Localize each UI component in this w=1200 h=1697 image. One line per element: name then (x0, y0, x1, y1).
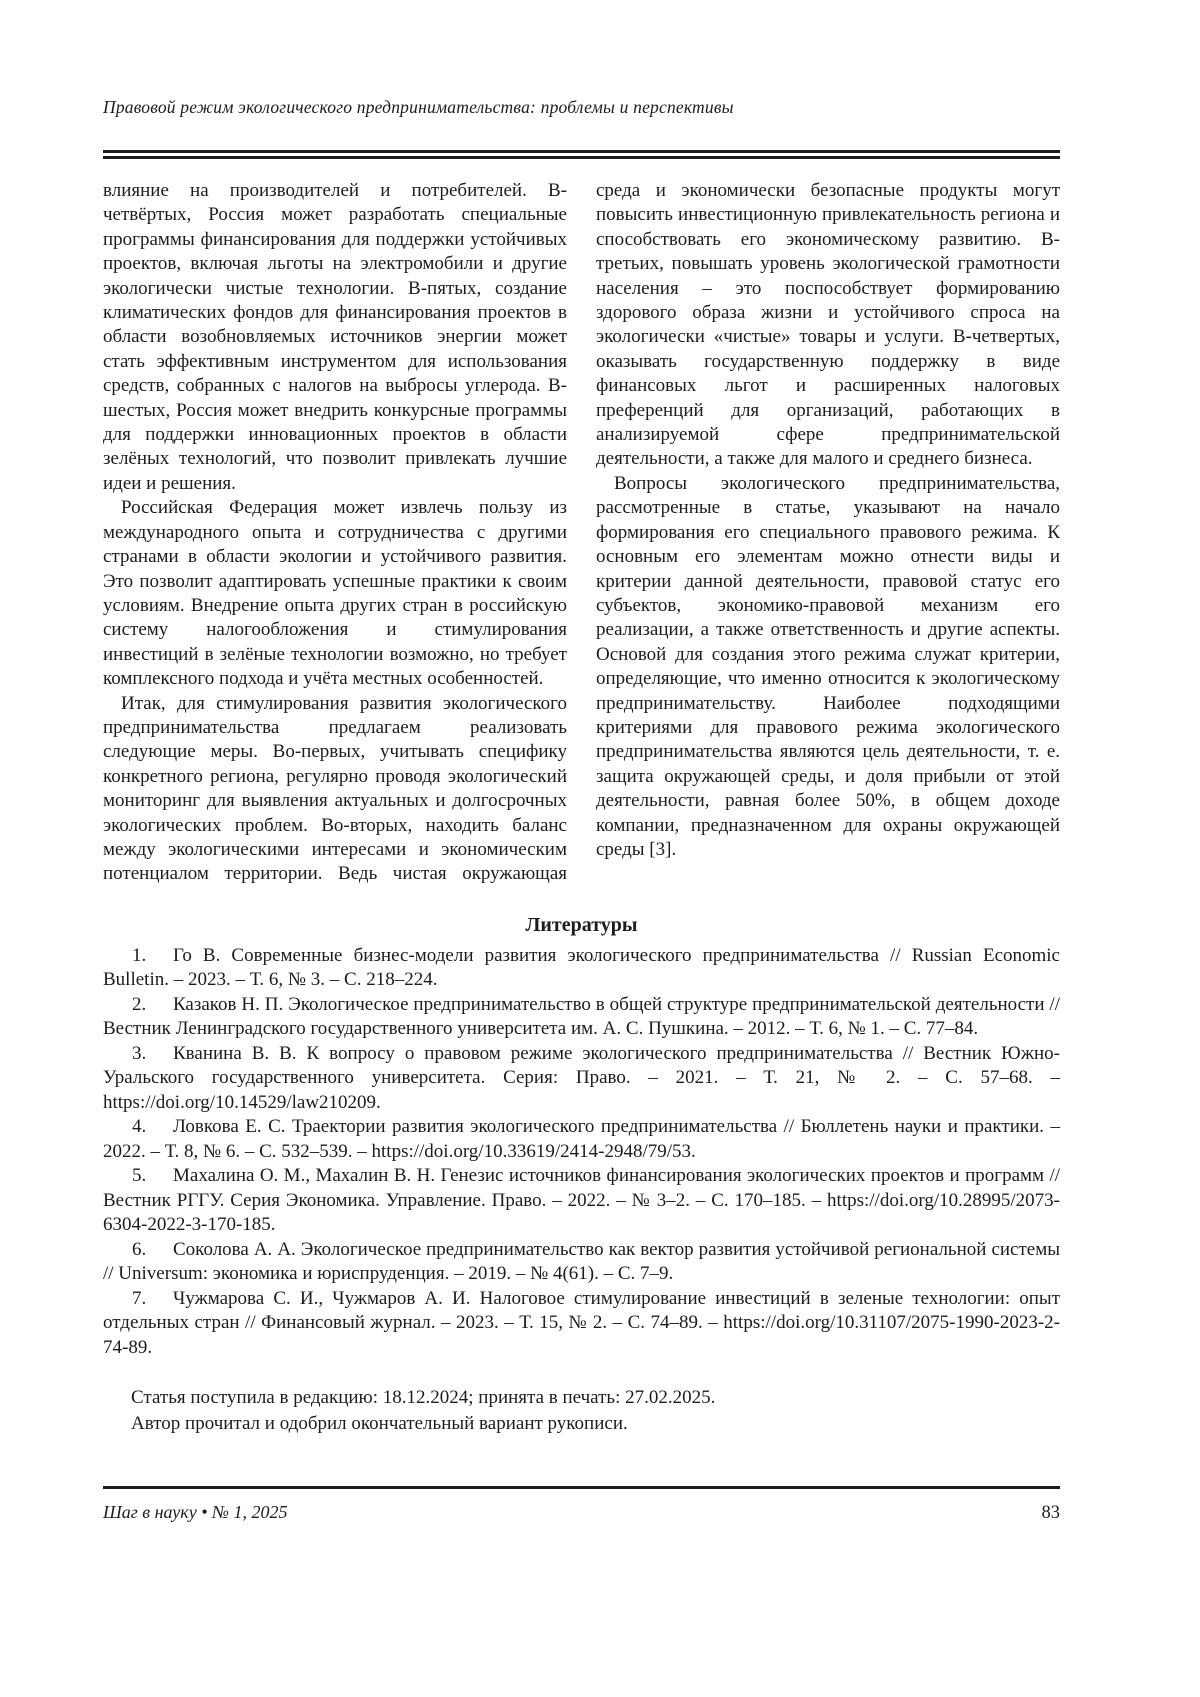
reference-item-1 (103, 944, 1060, 993)
reference-number: 5. (132, 1165, 147, 1187)
reference-item-6 (103, 1238, 1060, 1287)
reference-text: Соколова А. А. Экологическое предпринимательство как вектор развития устойчивой региональной системы // Universum: экономика и юриспруденция. – 2019. – № 4(61). – С. 7–9. (103, 1238, 1060, 1285)
reference-item-5 (103, 1164, 1060, 1238)
body-paragraph-1: влияние на производителей и потребителей. В-четвёртых, Россия может разработать специальные программы финансирования для поддержки устойчивых проектов, включая льготы на электромобили и другие экологически чистые технологии. В-пятых, создание климатических фондов для финансирования проектов в области возобновляемых источников энергии может стать эффективным инструментом для использования средств, собранных с налогов на выбросы углерода. В-шестых, Россия может внедрить конкурсные программы для поддержки инновационных проектов в области зелёных технологий, что позволит привлекать лучшие идеи и решения. (103, 180, 567, 494)
reference-text: Кванина В. В. К вопросу о правовом режиме экологического предпринимательства // Вестник Южно-Уральского государственного университета. Серия: Право. – 2021. – Т. 21, № 2. – С. 57–68. – https://doi.org/10.14529/law210209. (103, 1042, 1060, 1113)
page-number: 83 (1041, 1503, 1060, 1523)
reference-number: 7. (132, 1287, 147, 1309)
reference-item-7 (103, 1287, 1060, 1361)
reference-number: 4. (132, 1116, 147, 1138)
reference-item-3 (103, 1042, 1060, 1116)
reference-item-2 (103, 993, 1060, 1042)
journal-name: Шаг в науку • № 1, 2025 (103, 1502, 288, 1522)
note-received: Статья поступила в редакцию: 18.12.2024; принята в печать: 27.02.2025. (131, 1387, 716, 1409)
article-body (103, 179, 1060, 887)
reference-number: 3. (132, 1042, 147, 1064)
references-heading: Литературы (525, 913, 638, 936)
page-footer (103, 1502, 1060, 1524)
reference-number: 2. (132, 993, 147, 1015)
reference-text: Ловкова Е. С. Траектории развития экологического предпринимательства // Бюллетень науки и практики. – 2022. – Т. 8, № 6. – С. 532–539. – https://doi.org/10.33619/2414-2948/79/53. (103, 1116, 1060, 1162)
reference-text: Го В. Современные бизнес-модели развития экологического предпринимательства // Russian Economic Bulletin. – 2023. – Т. 6, № 3. – С. 218–224. (103, 944, 1060, 991)
footer-rule (103, 1486, 1060, 1489)
running-head-title: Правовой режим экологического предпринимательства: проблемы и перспективы (103, 97, 734, 117)
body-paragraph-3: Итак, для стимулирования развития экологического предпринимательства предлагаем реализовать следующие меры. Во-первых, учитывать специфику конкретного региона, регулярно проводя экологический мониторинг для выявления актуальных и долгосрочных экологических проблем. Во-вторых, находить баланс между экологическими интересами и экономическим потенциалом территории. Ведь чистая окружающая среда и экономически безопасные продукты могут повысить инвестиционную привлекательность региона и способствовать его экономическому развитию. В-третьих, повышать уровень экологической грамотности населения – это поспособствует формированию здорового образа жизни и устойчивого спроса на экологически «чистые» товары и услуги. В-четвертых, оказывать государственную поддержку в виде финансовых льгот и расширенных налоговых преференций для организаций, работающих в анализируемой сфере предпринимательской деятельности, а также для малого и среднего бизнеса. (103, 180, 1060, 885)
body-paragraph-2: Российская Федерация может извлечь пользу из международного опыта и сотрудничества с другими странами в области экологии и устойчивого развития. Это позволит адаптировать успешные практики к своим условиям. Внедрение опыта других стран в российскую систему налогообложения и стимулирования инвестиций в зелёные технологии возможно, но требует комплексного подхода и учёта местных особенностей. (103, 497, 567, 690)
reference-text: Чужмарова С. И., Чужмаров А. И. Налоговое стимулирование инвестиций в зеленые технологии: опыт отдельных стран // Финансовый журнал. – 2023. – Т. 15, № 2. – С. 74–89. – https://doi.org/10.31107/2075-1990-2023-2-74-89. (103, 1287, 1060, 1358)
header-double-rule (103, 150, 1060, 159)
reference-item-4 (103, 1115, 1060, 1164)
references-list (103, 944, 1060, 1361)
editorial-notes (103, 1385, 1060, 1437)
body-paragraph-4: Вопросы экологического предпринимательства, рассмотренные в статье, указывают на начало формирования его специального правового режима. К основным его элементам можно отнести виды и критерии данной деятельности, правовой статус его субъектов, экономико-правовой механизм его реализации, а также ответственность и другие аспекты. Основой для создания этого режима служат критерии, определяющие, что именно относится к экологическому предпринимательству. Наиболее подходящими критериями для правового режима экологического предпринимательства являются цель деятельности, т. е. защита окружающей среды, и доля прибыли от этой деятельности, равная более 50%, в общем доходе компании, предназначенном для охраны окружающей среды [3]. (596, 472, 1060, 860)
reference-number: 6. (132, 1238, 147, 1260)
reference-text: Махалина О. М., Махалин В. Н. Генезис источников финансирования экологических проектов и программ // Вестник РГГУ. Серия Экономика. Управление. Право. – 2022. – № 3–2. – С. 170–185. – https://doi.org/10.28995/2073-6304-2022-3-170-185. (103, 1165, 1060, 1236)
reference-number: 1. (132, 944, 147, 966)
reference-text: Казаков Н. П. Экологическое предпринимательство в общей структуре предпринимательской деятельности // Вестник Ленинградского государственного университета им. А. С. Пушкина. – 2012. – Т. 6, № 1. – С. 77–84. (103, 993, 1060, 1040)
note-approved: Автор прочитал и одобрил окончательный вариант рукописи. (131, 1413, 628, 1435)
